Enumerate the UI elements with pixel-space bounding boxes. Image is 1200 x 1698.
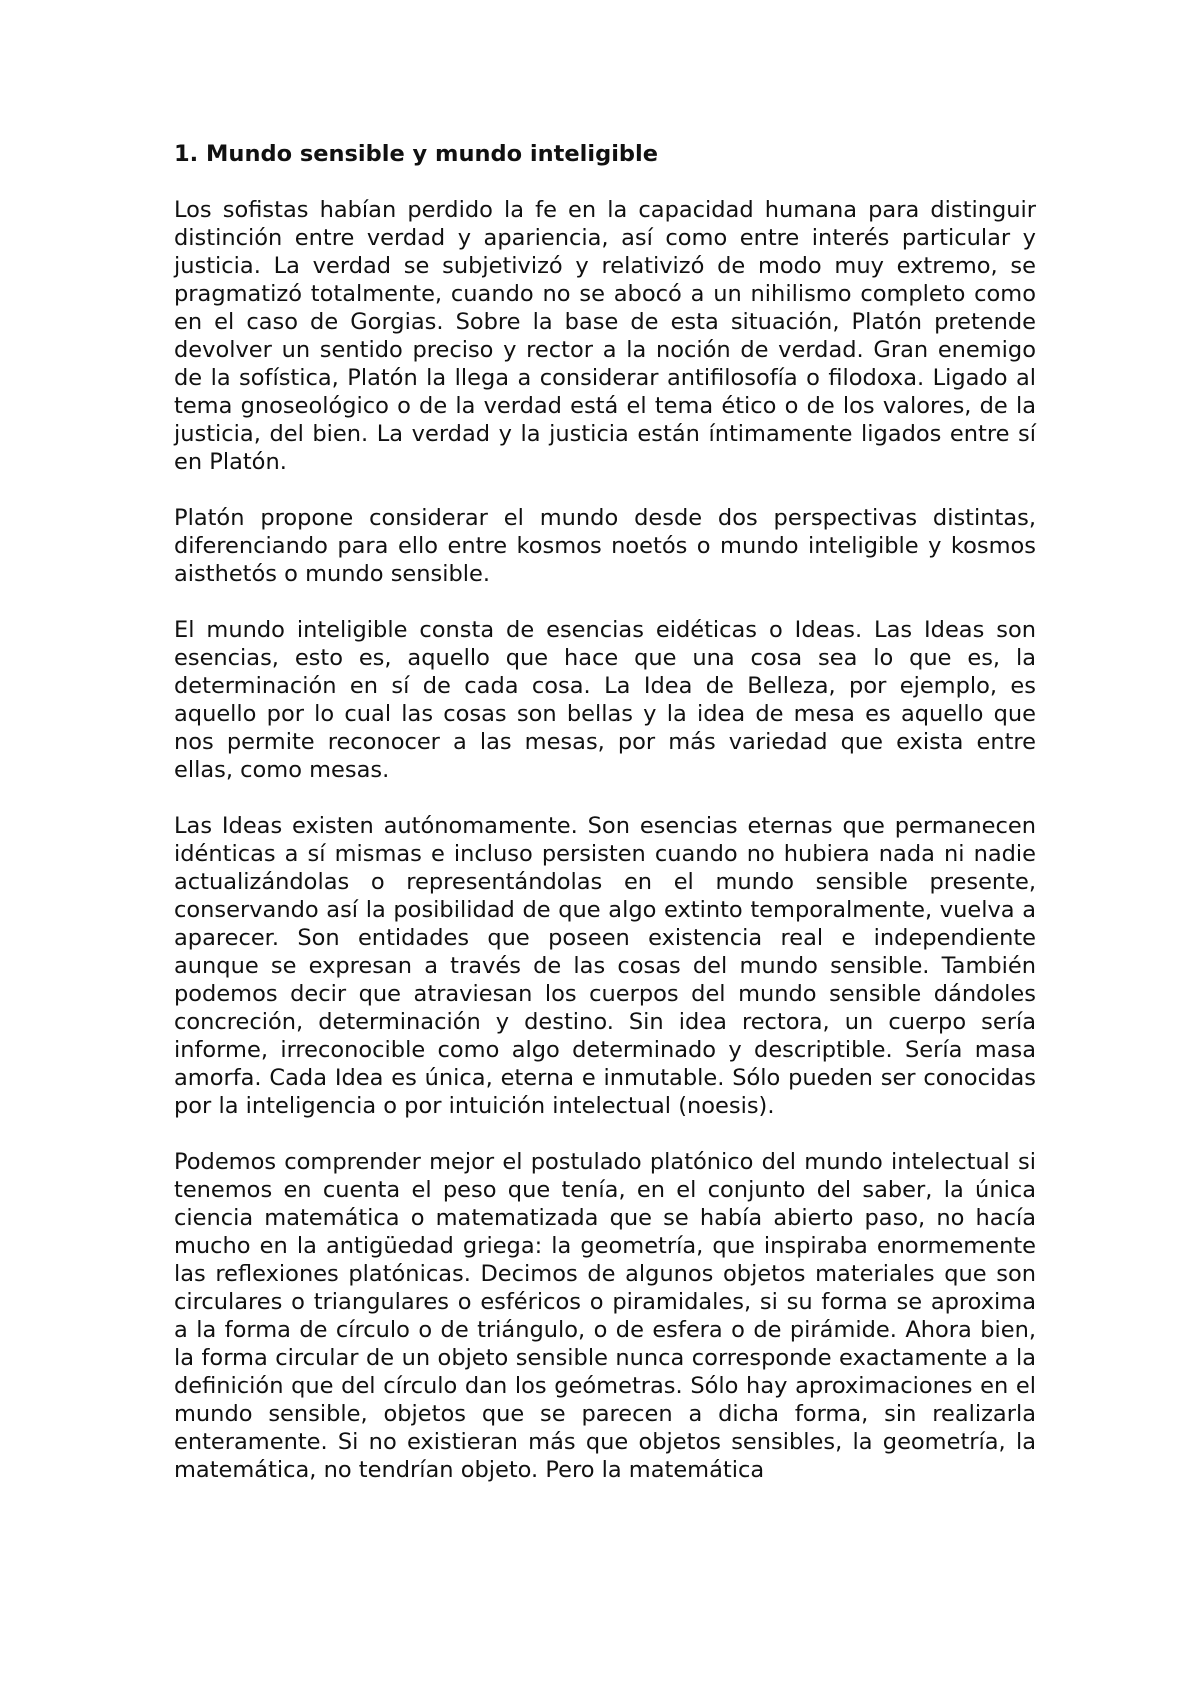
paragraph-ideas-autonomas: Las Ideas existen autónomamente. Son esencias eternas que permanecen idénticas a sí mismas e incluso persisten cuando no hubiera nada ni nadie actualizándolas o representándolas en el mundo sensible presente, conservando así la posibilidad de que algo extinto temporalmente, vuelva a aparecer. Son entidades que poseen existencia real e independiente aunque se expresan a través de las cosas del mundo sensible. También podemos decir que atraviesan los cuerpos del mundo sensible dándoles concreción, determinación y destino. Sin idea rectora, un cuerpo sería informe, irreconocible como algo determinado y descriptible. Sería masa amorfa. Cada Idea es única, eterna e inmutable. Sólo pueden ser conocidas por la inteligencia o por intuición intelectual (noesis). [174, 813, 1036, 1119]
document-body [174, 140, 1036, 1484]
paragraph-geometria: Podemos comprender mejor el postulado platónico del mundo intelectual si tenemos en cuenta el peso que tenía, en el conjunto del saber, la única ciencia matemática o matematizada que se había abierto paso, no hacía mucho en la antigüedad griega: la geometría, que inspiraba enormemente las reflexiones platónicas. Decimos de algunos objetos materiales que son circulares o triangulares o esféricos o piramidales, si su forma se aproxima a la forma de círculo o de triángulo, o de esfera o de pirámide. Ahora bien, la forma circular de un objeto sensible nunca corresponde exactamente a la definición que del círculo dan los geómetras. Sólo hay aproximaciones en el mundo sensible, objetos que se parecen a dicha forma, sin realizarla enteramente. Si no existieran más que objetos sensibles, la geometría, la matemática, no tendrían objeto. Pero la matemática [174, 1149, 1036, 1483]
paragraph-sofistas: Los sofistas habían perdido la fe en la capacidad humana para distinguir distinción entre verdad y apariencia, así como entre interés particular y justicia. La verdad se subjetivizó y relativizó de modo muy extremo, se pragmatizó totalmente, cuando no se abocó a un nihilismo completo como en el caso de Gorgias. Sobre la base de esta situación, Platón pretende devolver un sentido preciso y rector a la noción de verdad. Gran enemigo de la sofística, Platón la llega a considerar antifilosofía o filodoxa. Ligado al tema gnoseológico o de la verdad está el tema ético o de los valores, de la justicia, del bien. La verdad y la justicia están íntimamente ligados entre sí en Platón. [174, 197, 1036, 475]
section-heading: 1. Mundo sensible y mundo inteligible [174, 141, 658, 167]
paragraph-mundo-inteligible: El mundo inteligible consta de esencias eidéticas o Ideas. Las Ideas son esencias, esto es, aquello que hace que una cosa sea lo que es, la determinación en sí de cada cosa. La Idea de Belleza, por ejemplo, es aquello por lo cual las cosas son bellas y la idea de mesa es aquello que nos permite reconocer a las mesas, por más variedad que exista entre ellas, como mesas. [174, 617, 1036, 783]
paragraph-dos-perspectivas: Platón propone considerar el mundo desde dos perspectivas distintas, diferenciando para ello entre kosmos noetós o mundo inteligible y kosmos aisthetós o mundo sensible. [174, 505, 1036, 587]
